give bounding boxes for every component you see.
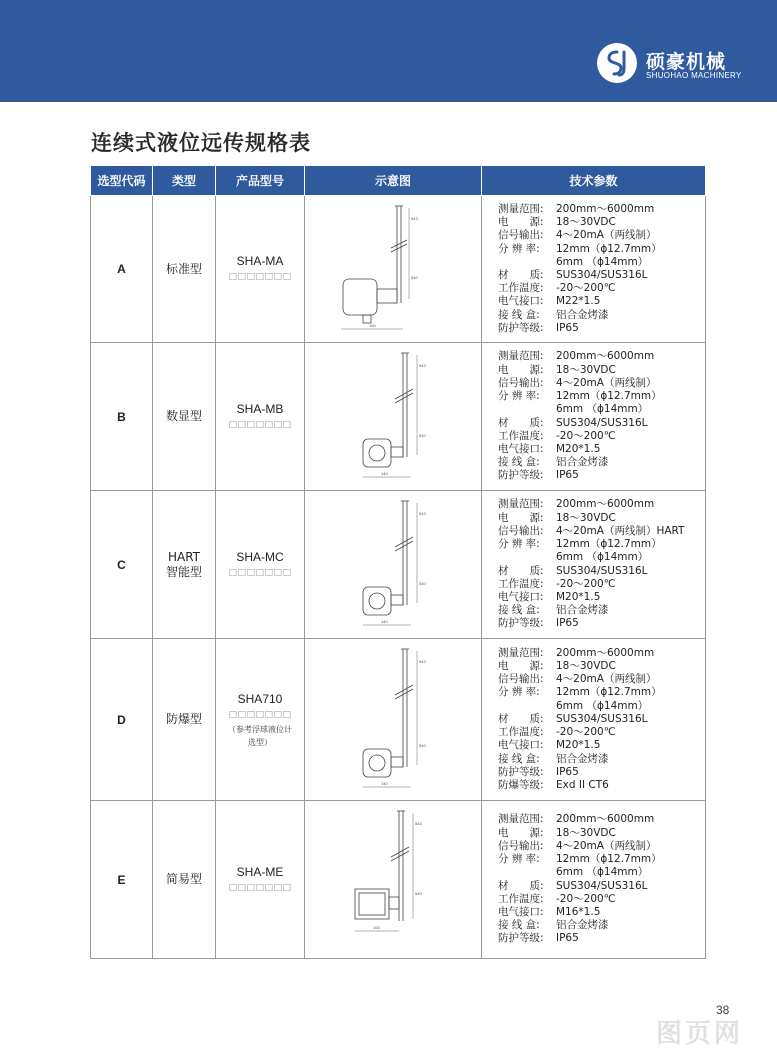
param-value: 6mm （ϕ14mm） <box>556 699 649 712</box>
param-value: SUS304/SUS316L <box>556 416 648 429</box>
param-line <box>498 203 705 216</box>
param-line <box>498 525 705 538</box>
tech-params-cell <box>482 196 706 343</box>
param-line <box>498 893 705 906</box>
param-line <box>498 538 705 551</box>
param-value: 铝合金烤漆 <box>556 604 609 617</box>
svg-text:540: 540 <box>419 580 426 586</box>
param-line <box>498 417 705 430</box>
param-value: SUS304/SUS316L <box>556 564 648 577</box>
svg-text:140: 140 <box>381 618 388 624</box>
type-cell <box>153 196 216 343</box>
model-number: SHA-MC <box>236 549 284 564</box>
param-key: 测量范围: <box>498 813 544 826</box>
param-value: 铝合金烤漆 <box>556 308 609 321</box>
param-key: 接 线 盒: <box>498 919 540 932</box>
model-cell <box>216 196 305 343</box>
param-value: 200mm～6000mm <box>556 202 655 215</box>
param-value: -20～200℃ <box>556 282 616 295</box>
param-key: 工作温度: <box>498 282 544 295</box>
model-cell <box>216 801 305 959</box>
param-line <box>498 673 705 686</box>
param-value: 12mm（ϕ12.7mm） <box>556 686 662 699</box>
param-line <box>498 256 705 269</box>
svg-text:100: 100 <box>373 924 380 930</box>
watermark: 图页网 <box>656 1019 744 1049</box>
type-label: 智能型 <box>165 564 202 579</box>
param-key: 分 辨 率: <box>498 390 540 403</box>
param-key: 信号输出: <box>498 524 544 537</box>
param-value: 12mm（ϕ12.7mm） <box>556 853 662 866</box>
param-value: 6mm （ϕ14mm） <box>556 255 649 268</box>
param-key: 接 线 盒: <box>498 308 540 321</box>
param-key: 电 源: <box>498 826 544 839</box>
param-line <box>498 739 705 752</box>
param-line <box>498 578 705 591</box>
param-key: 分 辨 率: <box>498 686 540 699</box>
param-key: 电 源: <box>498 363 544 376</box>
selection-code: E <box>91 801 153 959</box>
type-cell <box>153 343 216 491</box>
model-cell <box>216 639 305 801</box>
param-value: IP65 <box>556 932 579 945</box>
param-key: 接 线 盒: <box>498 752 540 765</box>
type-label: 防爆型 <box>165 712 202 726</box>
model-note: （参考浮球液位计 选型） <box>228 724 292 747</box>
column-header: 技术参数 <box>482 166 706 196</box>
param-line <box>498 779 705 792</box>
param-value: M20*1.5 <box>556 442 601 455</box>
param-value: 12mm（ϕ12.7mm） <box>556 390 662 403</box>
param-value: -20～200℃ <box>556 726 616 739</box>
selection-code: D <box>91 639 153 801</box>
param-key: 防护等级: <box>498 932 544 945</box>
param-key: 材 质: <box>498 712 544 725</box>
param-value: 铝合金烤漆 <box>556 752 609 765</box>
column-header: 示意图 <box>305 166 482 196</box>
param-line <box>498 430 705 443</box>
param-line <box>498 456 705 469</box>
type-cell <box>153 639 216 801</box>
param-line <box>498 880 705 893</box>
schematic-drawing <box>333 200 453 339</box>
param-key: 材 质: <box>498 416 544 429</box>
param-key: 电气接口: <box>498 590 544 603</box>
param-key: 电 源: <box>498 511 544 524</box>
param-key: 材 质: <box>498 879 544 892</box>
brand-name-cn: 硕豪机械 <box>646 51 727 73</box>
page-title: 连续式液位远传规格表 <box>91 131 311 155</box>
param-value: 6mm （ϕ14mm） <box>556 551 649 564</box>
param-value: 4～20mA（两线制） <box>556 229 657 242</box>
param-key: 分 辨 率: <box>498 242 540 255</box>
param-value: 4～20mA（两线制） <box>556 376 657 389</box>
param-line <box>498 512 705 525</box>
param-value: 4～20mA（两线制） <box>556 839 657 852</box>
param-key: 防护等级: <box>498 469 544 482</box>
param-value: 200mm～6000mm <box>556 498 655 511</box>
param-value: 4～20mA（两线制） <box>556 673 657 686</box>
param-line <box>498 469 705 482</box>
param-line <box>498 216 705 229</box>
model-cell <box>216 343 305 491</box>
param-key: 电气接口: <box>498 295 544 308</box>
param-line <box>498 753 705 766</box>
param-value: SUS304/SUS316L <box>556 879 648 892</box>
param-key: 信号输出: <box>498 839 544 852</box>
svg-text:543: 543 <box>419 658 426 664</box>
param-value: IP65 <box>556 469 579 482</box>
schematic-cell <box>305 639 482 801</box>
param-key: 材 质: <box>498 564 544 577</box>
schematic-drawing <box>333 347 453 487</box>
param-line <box>498 604 705 617</box>
type-label: 简易型 <box>165 872 202 886</box>
model-option-boxes: □□□□□□□ <box>228 272 292 282</box>
schematic-cell <box>305 491 482 639</box>
schematic-drawing <box>333 805 453 955</box>
param-line <box>498 647 705 660</box>
param-value: 18～30VDC <box>556 660 616 673</box>
type-label: HART <box>167 549 201 564</box>
param-line <box>498 840 705 853</box>
param-key: 工作温度: <box>498 577 544 590</box>
spec-row-b <box>91 343 706 491</box>
column-header: 选型代码 <box>91 166 153 196</box>
param-value: M20*1.5 <box>556 739 601 752</box>
param-line <box>498 713 705 726</box>
param-line <box>498 866 705 879</box>
param-value: 铝合金烤漆 <box>556 456 609 469</box>
param-line <box>498 700 705 713</box>
param-line <box>498 229 705 242</box>
param-line <box>498 403 705 416</box>
param-value: 6mm （ϕ14mm） <box>556 403 649 416</box>
param-key: 防爆等级: <box>498 778 544 791</box>
param-key: 防护等级: <box>498 321 544 334</box>
param-line <box>498 766 705 779</box>
page-number: 38 <box>716 1003 730 1017</box>
param-value: -20～200℃ <box>556 429 616 442</box>
spec-table <box>90 165 706 959</box>
page-header <box>0 0 777 102</box>
param-key: 信号输出: <box>498 673 544 686</box>
param-value: 18～30VDC <box>556 363 616 376</box>
brand-name-en: SHUOHAO MACHINERY <box>646 71 742 80</box>
param-key: 材 质: <box>498 269 544 281</box>
svg-text:140: 140 <box>381 780 388 786</box>
model-option-boxes: □□□□□□□ <box>228 709 292 720</box>
param-key: 防护等级: <box>498 617 544 630</box>
param-line <box>498 350 705 363</box>
param-value: SUS304/SUS316L <box>556 712 648 725</box>
svg-text:540: 540 <box>419 742 426 748</box>
tech-params-cell <box>482 343 706 491</box>
param-line <box>498 726 705 739</box>
param-value: IP65 <box>556 765 579 778</box>
param-value: M16*1.5 <box>556 905 601 918</box>
column-header: 类型 <box>153 166 216 196</box>
param-value: 4～20mA（两线制）HART <box>556 524 685 537</box>
param-value: 18～30VDC <box>556 511 616 524</box>
schematic-drawing <box>333 643 453 797</box>
param-key: 工作温度: <box>498 892 544 905</box>
param-value: IP65 <box>556 321 579 334</box>
selection-code: B <box>91 343 153 491</box>
param-line <box>498 932 705 945</box>
param-key: 测量范围: <box>498 350 544 363</box>
param-key: 工作温度: <box>498 429 544 442</box>
param-value: -20～200℃ <box>556 892 616 905</box>
model-option-boxes: □□□□□□□ <box>228 419 292 430</box>
svg-text:540: 540 <box>419 432 426 438</box>
param-line <box>498 498 705 511</box>
param-value: M22*1.5 <box>556 295 601 308</box>
svg-text:543: 543 <box>411 215 418 221</box>
svg-text:540: 540 <box>415 890 422 896</box>
param-line <box>498 617 705 630</box>
param-line <box>498 660 705 673</box>
param-key: 工作温度: <box>498 726 544 739</box>
param-value: 铝合金烤漆 <box>556 919 609 932</box>
param-key: 测量范围: <box>498 202 544 215</box>
param-key: 测量范围: <box>498 498 544 511</box>
model-number: SHA710 <box>237 691 283 706</box>
selection-code: C <box>91 491 153 639</box>
svg-text:543: 543 <box>415 820 422 826</box>
param-value: 18～30VDC <box>556 216 616 229</box>
param-value: IP65 <box>556 617 579 630</box>
param-key: 分 辨 率: <box>498 538 540 551</box>
schematic-drawing <box>333 495 453 635</box>
param-value: 6mm （ϕ14mm） <box>556 866 649 879</box>
param-value: Exd II CT6 <box>556 778 609 791</box>
param-line <box>498 377 705 390</box>
param-line <box>498 813 705 826</box>
param-line <box>498 906 705 919</box>
param-key: 电气接口: <box>498 442 544 455</box>
schematic-cell <box>305 343 482 491</box>
param-key: 电气接口: <box>498 905 544 918</box>
type-cell <box>153 491 216 639</box>
svg-text:543: 543 <box>419 362 426 368</box>
model-number: SHA-MB <box>236 401 284 416</box>
param-key: 接 线 盒: <box>498 604 540 617</box>
svg-text:100: 100 <box>369 322 376 328</box>
param-value: 12mm（ϕ12.7mm） <box>556 242 662 255</box>
model-option-boxes: □□□□□□□ <box>228 882 292 893</box>
model-number: SHA-MA <box>236 254 284 268</box>
param-value: SUS304/SUS316L <box>556 269 648 281</box>
param-value: 200mm～6000mm <box>556 813 655 826</box>
param-value: M20*1.5 <box>556 590 601 603</box>
param-value: -20～200℃ <box>556 577 616 590</box>
selection-code: A <box>91 196 153 343</box>
tech-params-cell <box>482 801 706 959</box>
param-key: 电 源: <box>498 660 544 673</box>
param-line <box>498 364 705 377</box>
param-line <box>498 591 705 604</box>
param-line <box>498 827 705 840</box>
param-key: 电气接口: <box>498 739 544 752</box>
param-value: 200mm～6000mm <box>556 646 655 659</box>
schematic-cell <box>305 196 482 343</box>
column-header: 产品型号 <box>216 166 305 196</box>
param-key: 信号输出: <box>498 376 544 389</box>
svg-text:140: 140 <box>381 470 388 476</box>
company-logo <box>597 43 637 83</box>
tech-params-cell <box>482 639 706 801</box>
param-key: 接 线 盒: <box>498 456 540 469</box>
spec-row-e <box>91 801 706 959</box>
param-key: 信号输出: <box>498 229 544 242</box>
spec-row-a <box>91 196 706 343</box>
table-header-row <box>91 166 706 196</box>
svg-text:543: 543 <box>419 510 426 516</box>
schematic-cell <box>305 801 482 959</box>
param-key: 防护等级: <box>498 765 544 778</box>
spec-row-c <box>91 491 706 639</box>
model-option-boxes: □□□□□□□ <box>228 567 292 578</box>
param-line <box>498 551 705 564</box>
type-label: 数显型 <box>165 409 202 423</box>
param-line <box>498 282 705 295</box>
param-line <box>498 295 705 308</box>
svg-text:540: 540 <box>411 274 418 280</box>
param-line <box>498 243 705 256</box>
param-key: 电 源: <box>498 216 544 229</box>
type-label: 标准型 <box>165 261 202 276</box>
param-key: 分 辨 率: <box>498 853 540 866</box>
tech-params-cell <box>482 491 706 639</box>
param-value: 12mm（ϕ12.7mm） <box>556 538 662 551</box>
param-line <box>498 565 705 578</box>
param-line <box>498 919 705 932</box>
model-cell <box>216 491 305 639</box>
param-line <box>498 322 705 335</box>
model-number: SHA-ME <box>236 864 284 879</box>
param-line <box>498 686 705 699</box>
param-value: 200mm～6000mm <box>556 350 655 363</box>
spec-row-d <box>91 639 706 801</box>
param-value: 18～30VDC <box>556 826 616 839</box>
param-line <box>498 390 705 403</box>
param-line <box>498 853 705 866</box>
type-cell <box>153 801 216 959</box>
param-line <box>498 309 705 322</box>
param-line <box>498 269 705 282</box>
param-key: 测量范围: <box>498 646 544 659</box>
param-line <box>498 443 705 456</box>
